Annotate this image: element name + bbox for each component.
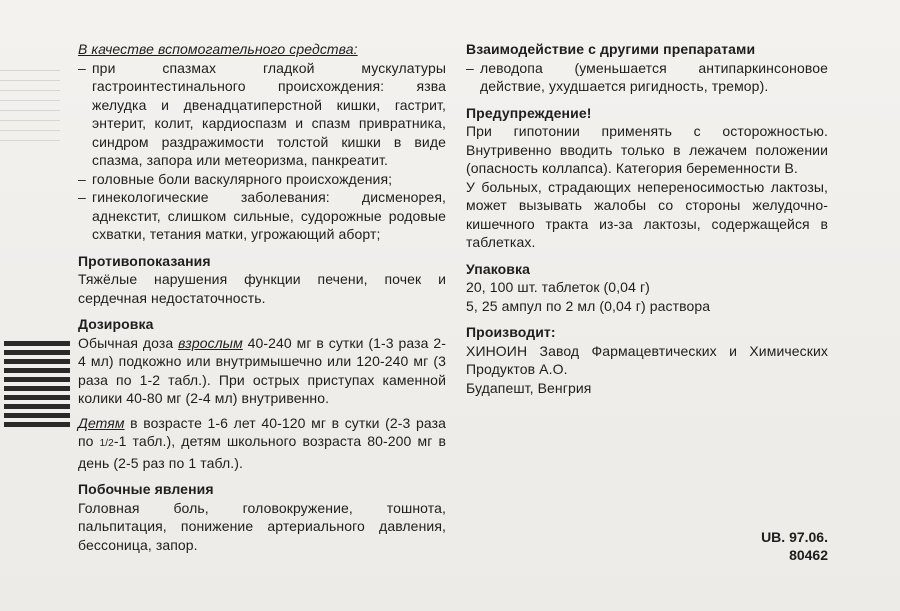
aux-item: – головные боли васкулярного происхождения; <box>78 170 393 187</box>
interaction-item: – леводопа (уменьшается антипаркинсоновое действие, ухудшается ригидность, тремор). <box>466 59 828 94</box>
maker-line: ХИНОИН Завод Фармацевтических и Химических Продуктов А.О. <box>466 342 828 377</box>
print-code: UB. 97.06. 80462 <box>761 529 828 563</box>
package-line: 20, 100 шт. таблеток (0,04 г) <box>466 279 650 295</box>
barcode-mark <box>4 341 70 427</box>
aux-item: – при спазмах гладкой мускулатуры гастроинтестинального происхождения: язва желудка и двенадцатиперстной кишки, гастрит, энтерит, колит, кардиоспазм и спазм привратника, синдром раздражимости толстой кишки в виде спазма, запора или метеоризма, панкреатит. <box>78 59 446 168</box>
maker-heading: Производит: <box>466 324 556 340</box>
left-column <box>78 40 446 554</box>
package-line: 5, 25 ампул по 2 мл (0,04 г) раствора <box>466 297 711 314</box>
dosage-child: Детям в возрасте 1-6 лет 40-120 мг в сутки (2-3 раза по 1/2-1 табл.), детям школьного возраста 80-200 мг в день (2-5 раз по 1 табл.). <box>78 414 446 471</box>
dosage-heading: Дозировка <box>78 316 154 332</box>
maker-line: Будапешт, Венгрия <box>466 379 592 396</box>
contra-text: Тяжёлые нарушения функции печени, почек и сердечная недостаточность. <box>78 271 446 306</box>
side-effects-heading: Побочные явления <box>78 481 214 497</box>
warning-heading: Предупреждение! <box>466 104 592 121</box>
right-column <box>466 40 828 397</box>
aux-item: – гинекологические заболевания: дисменорея, аднекстит, слишком сильные, судорожные родовые схватки, тетания матки, угрожающий аборт; <box>78 189 446 242</box>
contra-heading: Противопоказания <box>78 252 211 269</box>
package-heading: Упаковка <box>466 260 530 277</box>
warning-text-1: При гипотонии применять с осторожностью. Внутривенно вводить только в лежачем положении (опасность коллапса). Категория беременности В. <box>466 123 828 176</box>
show-through-lines <box>0 70 60 150</box>
warning-text-2: У больных, страдающих непереносимостью лактозы, может вызывать жалобы со стороны желудочно-кишечного тракта из-за лактозы, содержащейся в таблетках. <box>466 178 828 250</box>
interaction-heading: Взаимодействие с другими препаратами <box>466 41 756 57</box>
side-effects-text: Головная боль, головокружение, тошнота, пальпитация, понижение артериального давления, бессоница, запор. <box>78 499 446 553</box>
aux-heading: В качестве вспомогательного средства: <box>78 41 358 57</box>
dosage-adult: Обычная доза взрослым 40-240 мг в сутки (1-3 раза 2-4 мл) подкожно или внутримышечно или 120-240 мг (3 раза по 1-2 табл.). При острых приступах каменной колики 40-80 мг (2-4 мл) внутривенно. <box>78 334 446 406</box>
